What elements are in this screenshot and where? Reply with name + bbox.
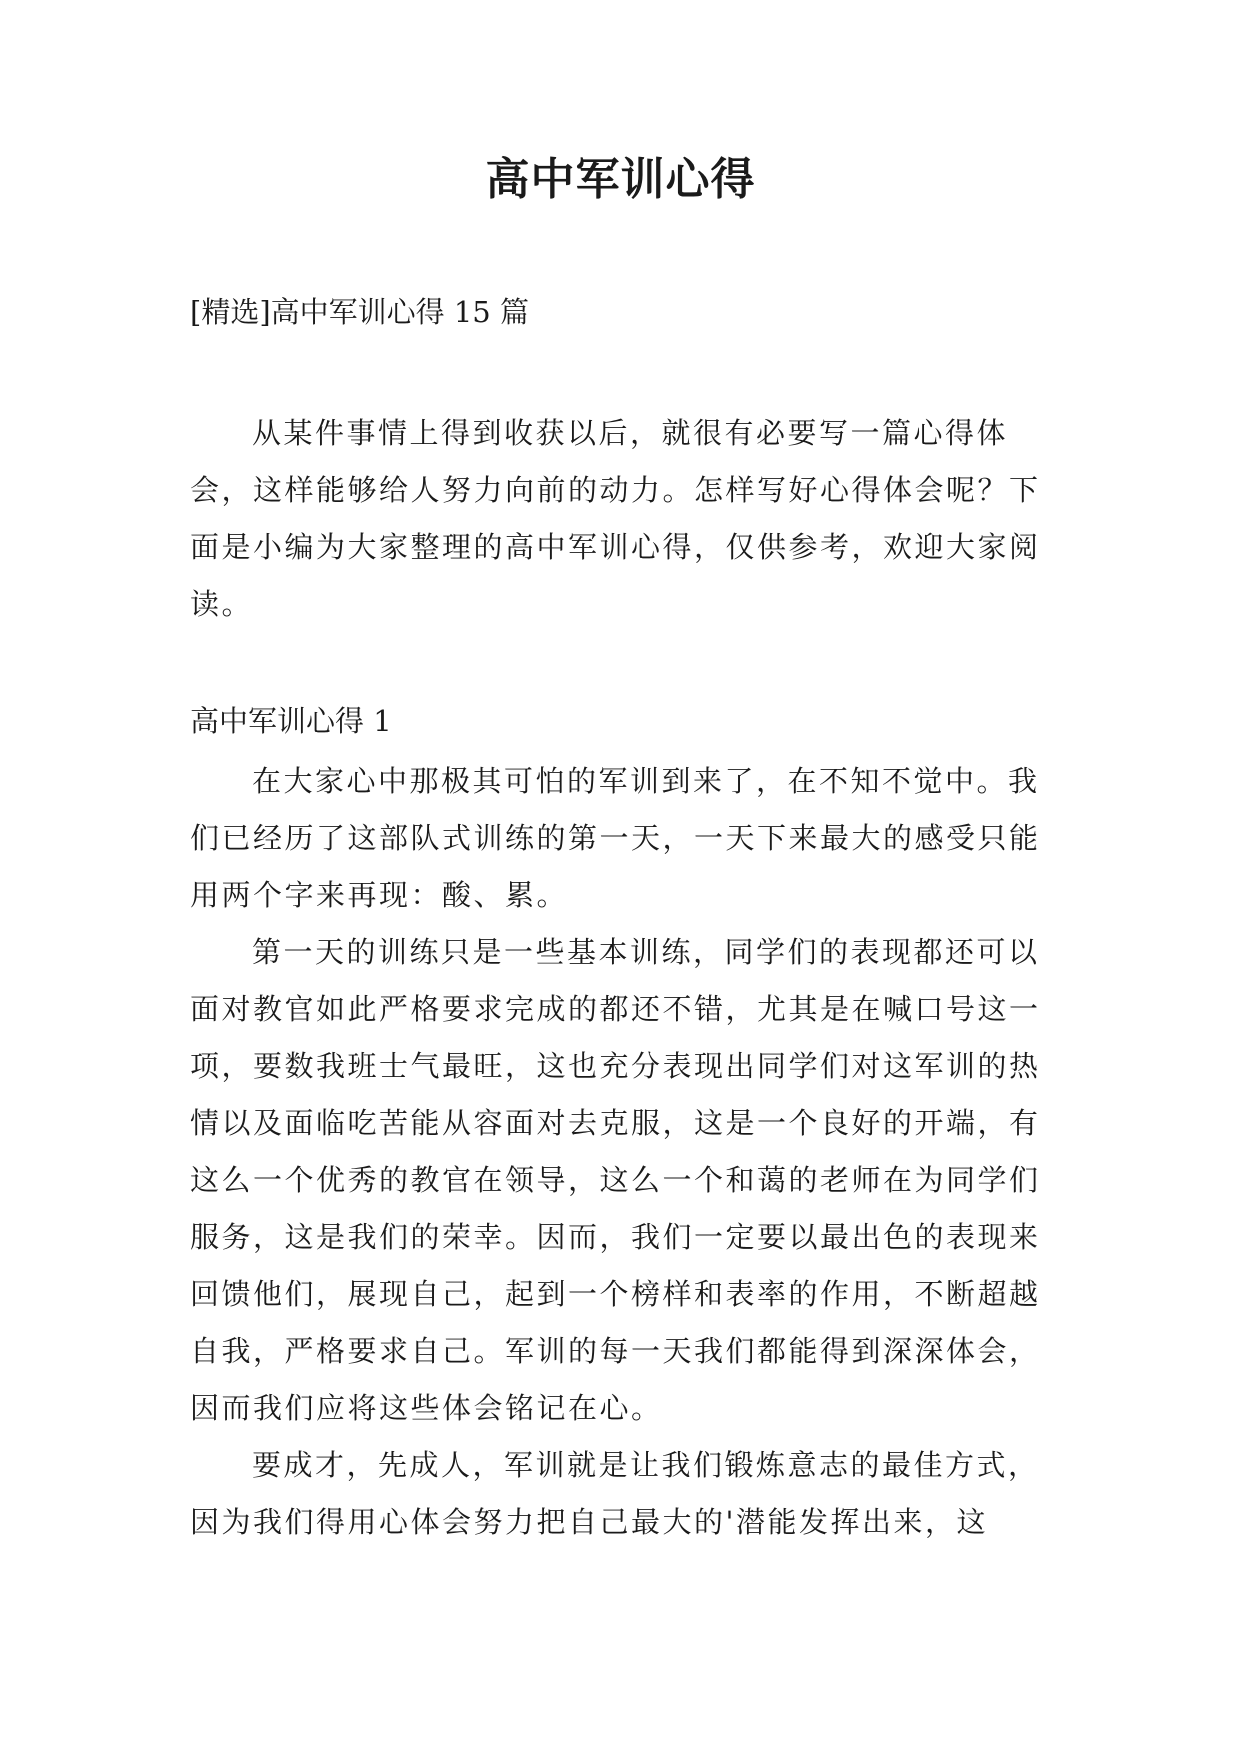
body-paragraph-3: 要成才，先成人，军训就是让我们锻炼意志的最佳方式，因为我们得用心体会努力把自己最大的'潜能发挥出来，这 (190, 1448, 1040, 1539)
body-paragraph-1: 在大家心中那极其可怕的军训到来了，在不知不觉中。我们已经历了这部队式训练的第一天，一天下来最大的感受只能用两个字来再现：酸、累。 (190, 764, 1041, 912)
intro-paragraph: 从某件事情上得到收获以后，就很有必要写一篇心得体会，这样能够给人努力向前的动力。怎样写好心得体会呢？下面是小编为大家整理的高中军训心得，仅供参考，欢迎大家阅读。 (190, 416, 1041, 621)
body-paragraph-2: 第一天的训练只是一些基本训练，同学们的表现都还可以面对教官如此严格要求完成的都还不错，尤其是在喊口号这一项，要数我班士气最旺，这也充分表现出同学们对这军训的热情以及面临吃苦能从容面对去克服，这是一个良好的开端，有这么一个优秀的教官在领导，这么一个和蔼的老师在为同学们服务，这是我们的荣幸。因而，我们一定要以最出色的表现来回馈他们，展现自己，起到一个榜样和表率的作用，不断超越自我，严格要求自己。军训的每一天我们都能得到深深体会，因而我们应将这些体会铭记在心。 (190, 935, 1041, 1425)
section-heading: 高中军训心得 1 (190, 704, 392, 738)
section-body (190, 753, 1052, 1551)
intro-block (190, 405, 1052, 633)
document-title: 高中军训心得 (485, 154, 756, 205)
document-subtitle: [精选]高中军训心得 15 篇 (190, 295, 529, 329)
